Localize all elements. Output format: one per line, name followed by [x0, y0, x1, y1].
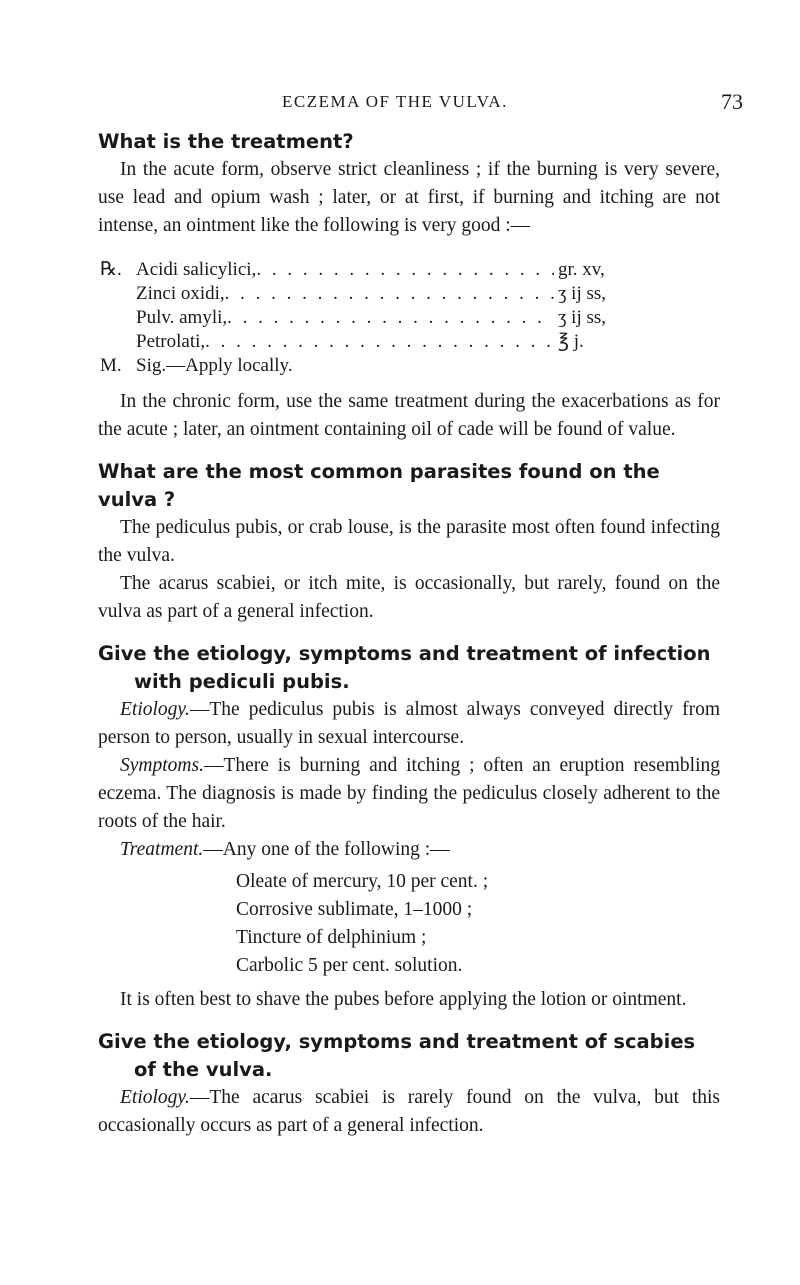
etiology-label: Etiology. — [120, 1087, 190, 1108]
dot-leader — [205, 330, 554, 354]
prescription-line — [98, 282, 720, 306]
treatment-paragraph — [98, 836, 720, 864]
chronic-text: In the chronic form, use the same treatment during the exacerbations as for the acute ; later, an ointment containing oil of cade will be found of value. — [98, 391, 720, 440]
ingredient-name: Acidi salicylici, — [136, 259, 257, 280]
treatment-text: In the acute form, observe strict cleanliness ; if the burning is very severe, use lead and opium wash ; later, or at first, if burning and itching are not intense, an ointment like the following is very good :— — [98, 159, 720, 236]
dot-leader — [225, 282, 554, 306]
running-head — [0, 89, 800, 116]
list-item: Oleate of mercury, 10 per cent. ; — [236, 871, 489, 892]
prescription — [98, 258, 720, 378]
symptoms-text: —There is burning and itching ; often an eruption resembling eczema. The diagnosis is made by finding the pediculus closely adherent to the roots of the hair. — [98, 755, 720, 832]
ingredient-dose: ℥ j. — [558, 331, 584, 352]
running-title: ECZEMA OF THE VULVA. — [282, 92, 508, 111]
dot-leader — [227, 306, 554, 330]
paragraph: The pediculus pubis, or crab louse, is the parasite most often found infecting the vulva. — [98, 517, 720, 566]
treatment-question: What is the treatment? — [98, 130, 354, 153]
prescription-line — [98, 330, 720, 354]
ingredient-name: Pulv. amyli, — [136, 307, 228, 328]
ingredient-dose: ʒ ij ss, — [558, 307, 607, 328]
page-number: 73 — [721, 89, 743, 114]
ingredient-name: Petrolati, — [136, 331, 206, 352]
etiology-paragraph — [98, 1084, 720, 1140]
remedy-list — [236, 868, 720, 980]
parasites-section — [98, 458, 720, 626]
etiology-text: —The pediculus pubis is almost always conveyed directly from person to person, usually in sexual intercourse. — [98, 699, 720, 748]
pediculi-section — [98, 640, 720, 1014]
ingredient-name: Zinci oxidi, — [136, 283, 225, 304]
treatment-section — [98, 128, 720, 444]
prescription-line — [98, 258, 720, 282]
rx-symbol: ℞. — [100, 259, 122, 280]
ingredient-dose: ʒ ij ss, — [558, 283, 607, 304]
page-body — [98, 128, 720, 1140]
list-item: Tincture of delphinium ; — [236, 927, 427, 948]
etiology-text: —The acarus scabiei is rarely found on the vulva, but this occasionally occurs as part of a general infection. — [98, 1087, 720, 1136]
parasites-question: What are the most common parasites found on the vulva ? — [98, 460, 660, 511]
sig-mark: M. — [100, 355, 122, 376]
etiology-paragraph — [98, 696, 720, 752]
ingredient-dose: gr. xv, — [558, 259, 605, 280]
paragraph: The acarus scabiei, or itch mite, is occasionally, but rarely, found on the vulva as part of a general infection. — [98, 573, 720, 622]
prescription-sig — [98, 354, 720, 378]
etiology-label: Etiology. — [120, 699, 190, 720]
pediculi-question: Give the etiology, symptoms and treatment of infection with pediculi pubis. — [98, 642, 711, 693]
scabies-section — [98, 1028, 720, 1140]
symptoms-label: Symptoms. — [120, 755, 204, 776]
closing-text: It is often best to shave the pubes before applying the lotion or ointment. — [120, 989, 687, 1010]
treatment-label: Treatment. — [120, 839, 204, 860]
list-item: Corrosive sublimate, 1–1000 ; — [236, 899, 473, 920]
treatment-text: —Any one of the following :— — [203, 839, 450, 860]
symptoms-paragraph — [98, 752, 720, 836]
sig-text: Sig.—Apply locally. — [136, 355, 293, 376]
scabies-question: Give the etiology, symptoms and treatment of scabies of the vulva. — [98, 1030, 696, 1081]
prescription-line — [98, 306, 720, 330]
dot-leader — [256, 258, 554, 282]
list-item: Carbolic 5 per cent. solution. — [236, 955, 463, 976]
